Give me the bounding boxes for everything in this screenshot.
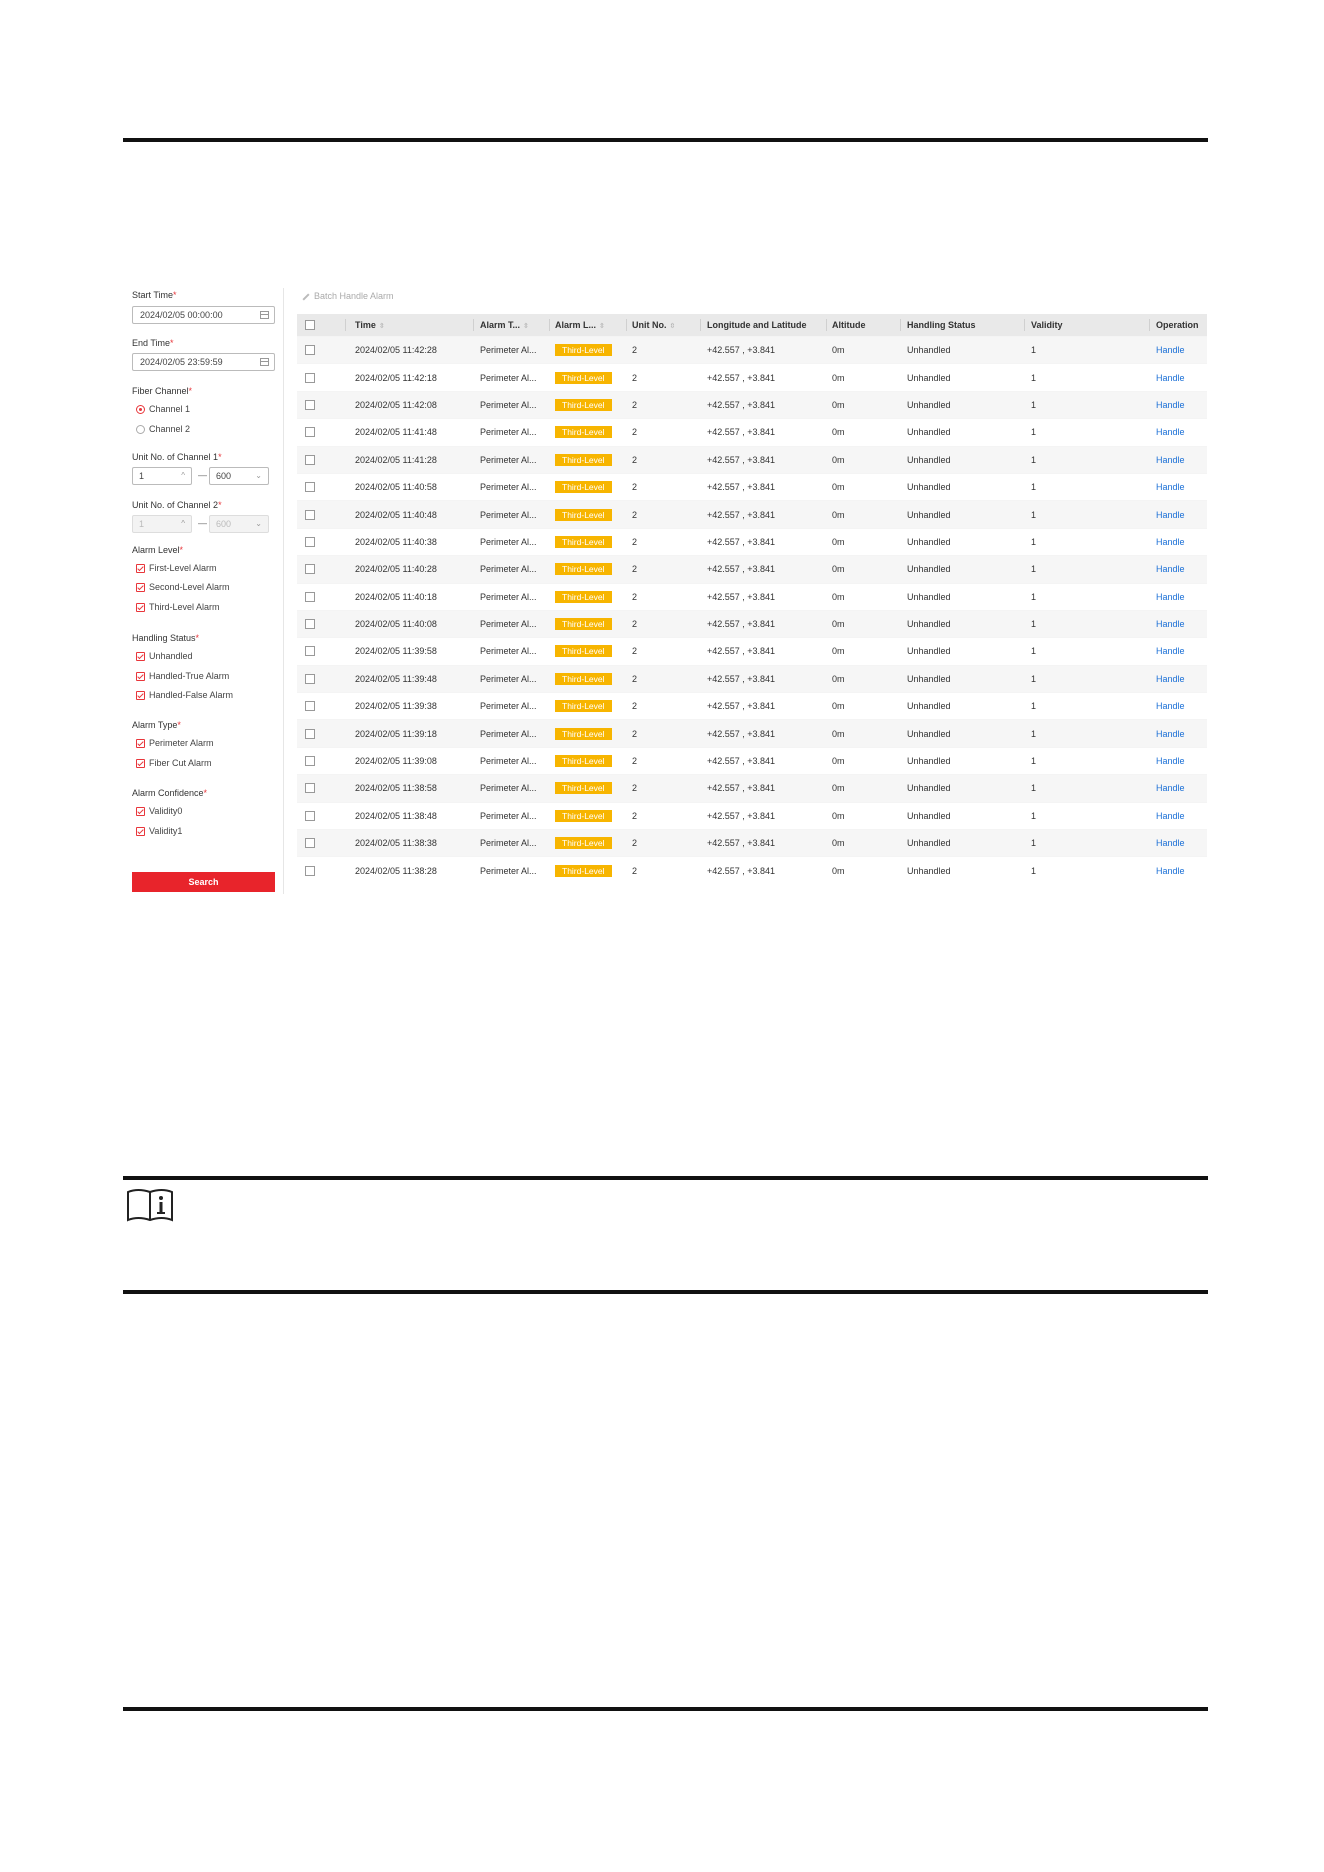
unit-ch2-to-select: 600 ⌄ [209, 515, 269, 533]
cell-unit-no: 2 [632, 673, 638, 684]
cell-lonlat: +42.557 , +3.841 [707, 783, 776, 794]
cell-time: 2024/02/05 11:42:18 [355, 372, 437, 383]
cell-handling-status: Unhandled [907, 728, 951, 739]
second-level-label: Second-Level Alarm [149, 582, 230, 592]
cell-validity: 1 [1031, 701, 1037, 712]
cell-validity: 1 [1031, 783, 1037, 794]
cell-altitude: 0m [832, 810, 845, 821]
cell-alarm-level: Third-Level [555, 729, 612, 739]
cell-altitude: 0m [832, 372, 845, 383]
cell-unit-no: 2 [632, 865, 638, 876]
cell-altitude: 0m [832, 673, 845, 684]
row-checkbox[interactable] [305, 811, 315, 821]
cell-altitude: 0m [832, 728, 845, 739]
handled-false-label: Handled-False Alarm [149, 690, 234, 700]
col-altitude: Altitude [832, 320, 866, 330]
cell-validity: 1 [1031, 838, 1037, 849]
cell-time: 2024/02/05 11:42:08 [355, 399, 437, 410]
cell-altitude: 0m [832, 345, 845, 356]
cell-validity: 1 [1031, 454, 1037, 465]
cell-alarm-type: Perimeter Al... [480, 673, 537, 684]
row-checkbox[interactable] [305, 537, 315, 547]
cell-altitude: 0m [832, 427, 845, 438]
cell-lonlat: +42.557 , +3.841 [707, 591, 776, 602]
handle-link[interactable]: Handle [1156, 865, 1185, 876]
cell-alarm-type: Perimeter Al... [480, 454, 537, 465]
start-time-input[interactable] [132, 306, 275, 324]
cell-time: 2024/02/05 11:40:58 [355, 482, 437, 493]
cell-alarm-level: Third-Level [555, 646, 612, 656]
col-alarm-level[interactable]: Alarm L... ⇳ [555, 320, 605, 330]
table-header [297, 314, 1207, 336]
cell-lonlat: +42.557 , +3.841 [707, 454, 776, 465]
cell-handling-status: Unhandled [907, 591, 951, 602]
cell-altitude: 0m [832, 838, 845, 849]
table-row [297, 774, 1207, 801]
cell-alarm-level: Third-Level [555, 838, 612, 848]
cell-lonlat: +42.557 , +3.841 [707, 756, 776, 767]
handle-link[interactable]: Handle [1156, 673, 1185, 684]
cell-lonlat: +42.557 , +3.841 [707, 838, 776, 849]
table-row [297, 528, 1207, 555]
cell-alarm-type: Perimeter Al... [480, 838, 537, 849]
cell-lonlat: +42.557 , +3.841 [707, 619, 776, 630]
cell-altitude: 0m [832, 482, 845, 493]
cell-alarm-type: Perimeter Al... [480, 756, 537, 767]
row-checkbox[interactable] [305, 427, 315, 437]
cell-alarm-level: Third-Level [555, 811, 612, 821]
handle-link[interactable]: Handle [1156, 838, 1185, 849]
cell-validity: 1 [1031, 756, 1037, 767]
cell-unit-no: 2 [632, 810, 638, 821]
cell-time: 2024/02/05 11:42:28 [355, 345, 437, 356]
cell-altitude: 0m [832, 783, 845, 794]
cell-time: 2024/02/05 11:40:48 [355, 509, 437, 520]
cell-validity: 1 [1031, 591, 1037, 602]
cell-handling-status: Unhandled [907, 372, 951, 383]
cell-handling-status: Unhandled [907, 701, 951, 712]
fiber-channel-label: Fiber Channel* [132, 386, 193, 396]
perimeter-alarm-label: Perimeter Alarm [149, 738, 214, 748]
cell-altitude: 0m [832, 509, 845, 520]
end-time-value: 2024/02/05 23:59:59 [140, 357, 223, 367]
channel-1-radio[interactable] [136, 405, 145, 414]
fiber-cut-checkbox[interactable] [136, 759, 145, 768]
col-time[interactable]: Time ⇳ [355, 320, 385, 330]
note-book-icon [126, 1188, 174, 1222]
cell-lonlat: +42.557 , +3.841 [707, 865, 776, 876]
table-row [297, 856, 1207, 883]
row-checkbox[interactable] [305, 345, 315, 355]
table-row [297, 637, 1207, 664]
cell-unit-no: 2 [632, 701, 638, 712]
cell-handling-status: Unhandled [907, 509, 951, 520]
cell-lonlat: +42.557 , +3.841 [707, 482, 776, 493]
cell-time: 2024/02/05 11:39:48 [355, 673, 437, 684]
cell-lonlat: +42.557 , +3.841 [707, 646, 776, 657]
select-all-checkbox[interactable] [305, 320, 315, 330]
handle-link[interactable]: Handle [1156, 591, 1185, 602]
col-validity: Validity [1031, 320, 1063, 330]
handle-link[interactable]: Handle [1156, 454, 1185, 465]
cell-alarm-type: Perimeter Al... [480, 783, 537, 794]
search-button[interactable]: Search [132, 872, 275, 892]
chevron-down-icon: ⌄ [255, 471, 262, 480]
table-row [297, 418, 1207, 445]
cell-lonlat: +42.557 , +3.841 [707, 810, 776, 821]
cell-alarm-level: Third-Level [555, 537, 612, 547]
row-checkbox[interactable] [305, 646, 315, 656]
cell-handling-status: Unhandled [907, 783, 951, 794]
cell-handling-status: Unhandled [907, 646, 951, 657]
col-alarm-type[interactable]: Alarm T... ⇳ [480, 320, 529, 330]
handled-true-checkbox[interactable] [136, 672, 145, 681]
end-time-input[interactable] [132, 353, 275, 371]
cell-handling-status: Unhandled [907, 345, 951, 356]
range-dash: — [198, 470, 207, 480]
cell-alarm-level: Third-Level [555, 783, 612, 793]
cell-alarm-level: Third-Level [555, 482, 612, 492]
cell-handling-status: Unhandled [907, 454, 951, 465]
cell-unit-no: 2 [632, 399, 638, 410]
cell-altitude: 0m [832, 619, 845, 630]
fiber-cut-label: Fiber Cut Alarm [149, 758, 212, 768]
cell-validity: 1 [1031, 673, 1037, 684]
cell-alarm-type: Perimeter Al... [480, 509, 537, 520]
cell-alarm-type: Perimeter Al... [480, 810, 537, 821]
handle-link[interactable]: Handle [1156, 810, 1185, 821]
table-row [297, 583, 1207, 610]
row-checkbox[interactable] [305, 756, 315, 766]
cell-time: 2024/02/05 11:40:28 [355, 564, 437, 575]
cell-validity: 1 [1031, 345, 1037, 356]
cell-handling-status: Unhandled [907, 564, 951, 575]
cell-alarm-type: Perimeter Al... [480, 564, 537, 575]
table-row [297, 610, 1207, 637]
cell-unit-no: 2 [632, 564, 638, 575]
note-top-rule [123, 1176, 1208, 1180]
handle-link[interactable]: Handle [1156, 756, 1185, 767]
cell-unit-no: 2 [632, 619, 638, 630]
cell-alarm-level: Third-Level [555, 866, 612, 876]
pencil-icon [302, 293, 309, 300]
cell-handling-status: Unhandled [907, 427, 951, 438]
cell-altitude: 0m [832, 536, 845, 547]
row-checkbox[interactable] [305, 866, 315, 876]
cell-altitude: 0m [832, 701, 845, 712]
cell-lonlat: +42.557 , +3.841 [707, 427, 776, 438]
cell-time: 2024/02/05 11:38:38 [355, 838, 437, 849]
unhandled-checkbox[interactable] [136, 652, 145, 661]
row-checkbox[interactable] [305, 455, 315, 465]
validity1-checkbox[interactable] [136, 827, 145, 836]
third-level-label: Third-Level Alarm [149, 602, 220, 612]
row-checkbox[interactable] [305, 619, 315, 629]
cell-alarm-type: Perimeter Al... [480, 701, 537, 712]
unit-ch2-label: Unit No. of Channel 2* [132, 500, 222, 510]
channel-2-radio[interactable] [136, 425, 145, 434]
handle-link[interactable]: Handle [1156, 564, 1185, 575]
cell-lonlat: +42.557 , +3.841 [707, 372, 776, 383]
cell-unit-no: 2 [632, 372, 638, 383]
validity1-label: Validity1 [149, 826, 183, 836]
cell-unit-no: 2 [632, 454, 638, 465]
channel-2-label: Channel 2 [149, 424, 191, 434]
cell-unit-no: 2 [632, 838, 638, 849]
cell-alarm-level: Third-Level [555, 400, 612, 410]
cell-unit-no: 2 [632, 536, 638, 547]
cell-validity: 1 [1031, 810, 1037, 821]
handle-link[interactable]: Handle [1156, 427, 1185, 438]
row-checkbox[interactable] [305, 783, 315, 793]
table-row [297, 692, 1207, 719]
cell-alarm-type: Perimeter Al... [480, 399, 537, 410]
cell-handling-status: Unhandled [907, 865, 951, 876]
cell-time: 2024/02/05 11:38:48 [355, 810, 437, 821]
cell-alarm-level: Third-Level [555, 373, 612, 383]
unit-ch1-to-select[interactable]: 600 ⌄ [209, 467, 269, 485]
handle-link[interactable]: Handle [1156, 509, 1185, 520]
table-row [297, 719, 1207, 746]
table-row [297, 555, 1207, 582]
handle-link[interactable]: Handle [1156, 701, 1185, 712]
row-checkbox[interactable] [305, 674, 315, 684]
handle-link[interactable]: Handle [1156, 372, 1185, 383]
cell-time: 2024/02/05 11:40:18 [355, 591, 437, 602]
cell-alarm-level: Third-Level [555, 345, 612, 355]
handle-link[interactable]: Handle [1156, 728, 1185, 739]
row-checkbox[interactable] [305, 701, 315, 711]
cell-alarm-level: Third-Level [555, 701, 612, 711]
cell-alarm-type: Perimeter Al... [480, 646, 537, 657]
handled-true-label: Handled-True Alarm [149, 671, 230, 681]
channel-1-label: Channel 1 [149, 404, 191, 414]
unit-ch2-from-input: 1 ^ [132, 515, 192, 533]
cell-alarm-level: Third-Level [555, 455, 612, 465]
table-row [297, 665, 1207, 692]
cell-alarm-level: Third-Level [555, 427, 612, 437]
cell-unit-no: 2 [632, 728, 638, 739]
handled-false-checkbox[interactable] [136, 691, 145, 700]
perimeter-alarm-checkbox[interactable] [136, 739, 145, 748]
cell-alarm-level: Third-Level [555, 592, 612, 602]
cell-validity: 1 [1031, 865, 1037, 876]
alarm-confidence-label: Alarm Confidence* [132, 788, 208, 798]
col-handling-status: Handling Status [907, 320, 976, 330]
cell-lonlat: +42.557 , +3.841 [707, 701, 776, 712]
col-operation: Operation [1156, 320, 1199, 330]
table-row [297, 336, 1207, 363]
cell-validity: 1 [1031, 399, 1037, 410]
calendar-icon[interactable] [260, 311, 269, 319]
cell-alarm-level: Third-Level [555, 619, 612, 629]
cell-alarm-level: Third-Level [555, 756, 612, 766]
alarm-table [297, 314, 1207, 884]
cell-time: 2024/02/05 11:39:18 [355, 728, 437, 739]
cell-validity: 1 [1031, 646, 1037, 657]
calendar-icon[interactable] [260, 358, 269, 366]
cell-time: 2024/02/05 11:38:58 [355, 783, 437, 794]
cell-alarm-type: Perimeter Al... [480, 482, 537, 493]
note-bottom-rule [123, 1290, 1208, 1294]
unit-ch1-from-input[interactable]: 1 ^ [132, 467, 192, 485]
cell-handling-status: Unhandled [907, 619, 951, 630]
cell-alarm-type: Perimeter Al... [480, 345, 537, 356]
col-unit-no[interactable]: Unit No. ⇳ [632, 320, 676, 330]
start-time-value: 2024/02/05 00:00:00 [140, 310, 223, 320]
cell-lonlat: +42.557 , +3.841 [707, 345, 776, 356]
second-level-checkbox[interactable] [136, 583, 145, 592]
cell-time: 2024/02/05 11:41:28 [355, 454, 437, 465]
cell-validity: 1 [1031, 372, 1037, 383]
top-rule [123, 138, 1208, 142]
alarm-level-label: Alarm Level* [132, 545, 184, 555]
cell-handling-status: Unhandled [907, 399, 951, 410]
cell-time: 2024/02/05 11:40:08 [355, 619, 437, 630]
unhandled-label: Unhandled [149, 651, 193, 661]
cell-unit-no: 2 [632, 509, 638, 520]
validity0-checkbox[interactable] [136, 807, 145, 816]
panel-divider [283, 288, 284, 894]
cell-time: 2024/02/05 11:40:38 [355, 536, 437, 547]
cell-unit-no: 2 [632, 783, 638, 794]
cell-handling-status: Unhandled [907, 838, 951, 849]
cell-lonlat: +42.557 , +3.841 [707, 399, 776, 410]
row-checkbox[interactable] [305, 482, 315, 492]
cell-alarm-type: Perimeter Al... [480, 619, 537, 630]
cell-altitude: 0m [832, 646, 845, 657]
cell-alarm-level: Third-Level [555, 564, 612, 574]
cell-unit-no: 2 [632, 646, 638, 657]
unit-ch1-label: Unit No. of Channel 1* [132, 452, 222, 462]
cell-validity: 1 [1031, 509, 1037, 520]
cell-time: 2024/02/05 11:38:28 [355, 865, 437, 876]
cell-time: 2024/02/05 11:39:38 [355, 701, 437, 712]
cell-handling-status: Unhandled [907, 536, 951, 547]
footer-rule [123, 1707, 1208, 1711]
validity0-label: Validity0 [149, 806, 183, 816]
cell-altitude: 0m [832, 591, 845, 602]
cell-alarm-level: Third-Level [555, 674, 612, 684]
table-row [297, 747, 1207, 774]
handle-link[interactable]: Handle [1156, 482, 1185, 493]
row-checkbox[interactable] [305, 510, 315, 520]
cell-time: 2024/02/05 11:39:08 [355, 756, 437, 767]
cell-alarm-type: Perimeter Al... [480, 728, 537, 739]
col-lonlat: Longitude and Latitude [707, 320, 807, 330]
cell-lonlat: +42.557 , +3.841 [707, 509, 776, 520]
cell-altitude: 0m [832, 454, 845, 465]
row-checkbox[interactable] [305, 592, 315, 602]
handle-link[interactable]: Handle [1156, 619, 1185, 630]
batch-handle-button[interactable]: Batch Handle Alarm [302, 291, 394, 301]
cell-unit-no: 2 [632, 482, 638, 493]
cell-alarm-type: Perimeter Al... [480, 372, 537, 383]
cell-handling-status: Unhandled [907, 756, 951, 767]
cell-time: 2024/02/05 11:41:48 [355, 427, 437, 438]
cell-altitude: 0m [832, 564, 845, 575]
handle-link[interactable]: Handle [1156, 783, 1185, 794]
table-row [297, 500, 1207, 527]
first-level-label: First-Level Alarm [149, 563, 217, 573]
handle-link[interactable]: Handle [1156, 646, 1185, 657]
cell-lonlat: +42.557 , +3.841 [707, 564, 776, 575]
cell-lonlat: +42.557 , +3.841 [707, 673, 776, 684]
cell-lonlat: +42.557 , +3.841 [707, 536, 776, 547]
cell-altitude: 0m [832, 865, 845, 876]
cell-handling-status: Unhandled [907, 482, 951, 493]
row-checkbox[interactable] [305, 564, 315, 574]
cell-unit-no: 2 [632, 345, 638, 356]
cell-altitude: 0m [832, 399, 845, 410]
cell-validity: 1 [1031, 619, 1037, 630]
cell-unit-no: 2 [632, 591, 638, 602]
row-checkbox[interactable] [305, 400, 315, 410]
cell-alarm-type: Perimeter Al... [480, 865, 537, 876]
cell-validity: 1 [1031, 482, 1037, 493]
cell-lonlat: +42.557 , +3.841 [707, 728, 776, 739]
cell-unit-no: 2 [632, 427, 638, 438]
row-checkbox[interactable] [305, 373, 315, 383]
cell-handling-status: Unhandled [907, 810, 951, 821]
cell-unit-no: 2 [632, 756, 638, 767]
row-checkbox[interactable] [305, 729, 315, 739]
cell-alarm-type: Perimeter Al... [480, 591, 537, 602]
row-checkbox[interactable] [305, 838, 315, 848]
table-row [297, 473, 1207, 500]
cell-alarm-type: Perimeter Al... [480, 427, 537, 438]
handle-link[interactable]: Handle [1156, 399, 1185, 410]
range-dash: — [198, 518, 207, 528]
third-level-checkbox[interactable] [136, 603, 145, 612]
table-row [297, 829, 1207, 856]
start-time-label: Start Time* [132, 290, 177, 300]
table-row [297, 363, 1207, 390]
cell-alarm-type: Perimeter Al... [480, 536, 537, 547]
handle-link[interactable]: Handle [1156, 536, 1185, 547]
cell-handling-status: Unhandled [907, 673, 951, 684]
table-row [297, 802, 1207, 829]
cell-validity: 1 [1031, 728, 1037, 739]
handle-link[interactable]: Handle [1156, 345, 1185, 356]
handling-status-label: Handling Status* [132, 633, 200, 643]
table-row [297, 446, 1207, 473]
cell-validity: 1 [1031, 536, 1037, 547]
table-row [297, 391, 1207, 418]
alarm-type-label: Alarm Type* [132, 720, 181, 730]
first-level-checkbox[interactable] [136, 564, 145, 573]
cell-altitude: 0m [832, 756, 845, 767]
cell-alarm-level: Third-Level [555, 510, 612, 520]
cell-validity: 1 [1031, 564, 1037, 575]
table-body [297, 336, 1207, 884]
cell-time: 2024/02/05 11:39:58 [355, 646, 437, 657]
end-time-label: End Time* [132, 338, 174, 348]
cell-validity: 1 [1031, 427, 1037, 438]
